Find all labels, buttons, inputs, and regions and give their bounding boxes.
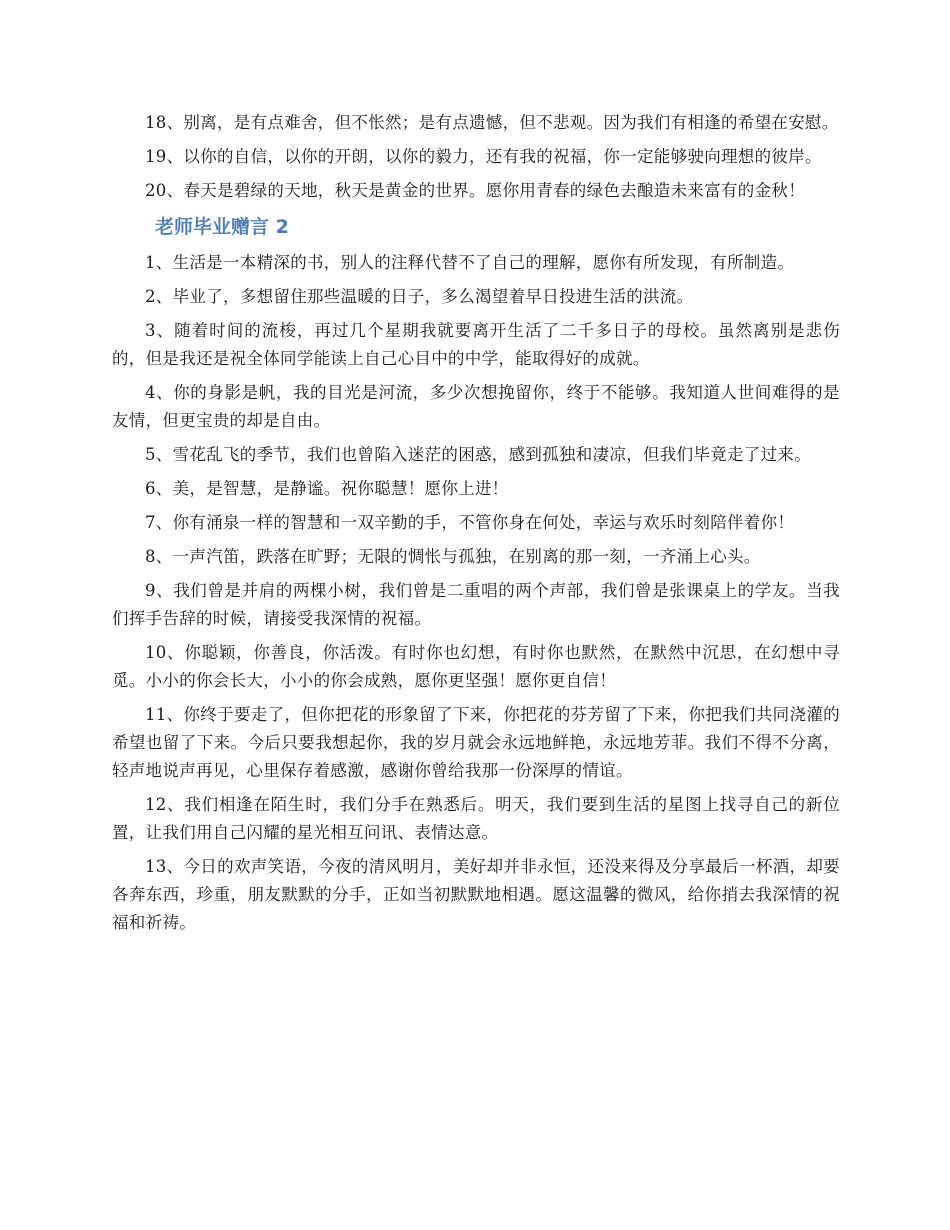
paragraph-2: 2、毕业了，多想留住那些温暖的日子，多么渴望着早日投进生活的洪流。 <box>145 287 694 306</box>
paragraph-4: 4、你的身影是帆，我的目光是河流，多少次想挽留你，终于不能够。我知道人世间难得的是友情，但更宝贵的却是自由。 <box>112 383 840 430</box>
paragraph-12: 12、我们相逢在陌生时，我们分手在熟悉后。明天，我们要到生活的星图上找寻自己的新位置，让我们用自己闪耀的星光相互问讯、表情达意。 <box>112 795 840 842</box>
paragraph-8: 8、一声汽笛，跌落在旷野；无限的惆怅与孤独，在别离的那一刻，一齐涌上心头。 <box>145 547 761 566</box>
paragraph-13: 13、今日的欢声笑语，今夜的清风明月，美好却并非永恒，还没来得及分享最后一杯酒，却要各奔东西，珍重，朋友默默的分手，正如当初默默地相遇。愿这温馨的微风，给你捎去我深情的祝福和祈祷。 <box>112 857 840 932</box>
paragraph-10: 10、你聪颖，你善良，你活泼。有时你也幻想，有时你也默然，在默然中沉思，在幻想中寻觅。小小的你会长大，小小的你会成熟，愿你更坚强！愿你更自信！ <box>112 643 840 690</box>
paragraph-6: 6、美，是智慧，是静谧。祝你聪慧！愿你上进！ <box>145 479 509 498</box>
paragraph-9: 9、我们曾是并肩的两棵小树，我们曾是二重唱的两个声部，我们曾是张课桌上的学友。当我们挥手告辞的时候，请接受我深情的祝福。 <box>112 581 840 628</box>
section-heading: 老师毕业赠言 2 <box>155 216 289 238</box>
paragraph-20: 20、春天是碧绿的天地，秋天是黄金的世界。愿你用青春的绿色去酿造未来富有的金秋！ <box>145 181 805 200</box>
paragraph-11: 11、你终于要走了，但你把花的形象留了下来，你把花的芬芳留了下来，你把我们共同浇灌的希望也留了下来。今后只要我想起你，我的岁月就会永远地鲜艳，永远地芳菲。我们不得不分离，轻声地说声再见，心里保存着感激，感谢你曾给我那一份深厚的情谊。 <box>112 705 840 780</box>
paragraph-19: 19、以你的自信，以你的开朗，以你的毅力，还有我的祝福，你一定能够驶向理想的彼岸。 <box>145 147 822 166</box>
document-body <box>112 109 840 943</box>
paragraph-7: 7、你有涌泉一样的智慧和一双辛勤的手，不管你身在何处，幸运与欢乐时刻陪伴着你！ <box>145 513 795 532</box>
paragraph-18: 18、别离，是有点难舍，但不怅然；是有点遗憾，但不悲观。因为我们有相逢的希望在安慰。 <box>145 113 839 132</box>
paragraph-3: 3、随着时间的流梭，再过几个星期我就要离开生活了二千多日子的母校。虽然离别是悲伤的，但是我还是祝全体同学能读上自己心目中的中学，能取得好的成就。 <box>112 321 840 368</box>
paragraph-1: 1、生活是一本精深的书，别人的注释代替不了自己的理解，愿你有所发现，有所制造。 <box>145 253 795 272</box>
paragraph-5: 5、雪花乱飞的季节，我们也曾陷入迷茫的困惑，感到孤独和凄凉，但我们毕竟走了过来。 <box>145 445 811 464</box>
